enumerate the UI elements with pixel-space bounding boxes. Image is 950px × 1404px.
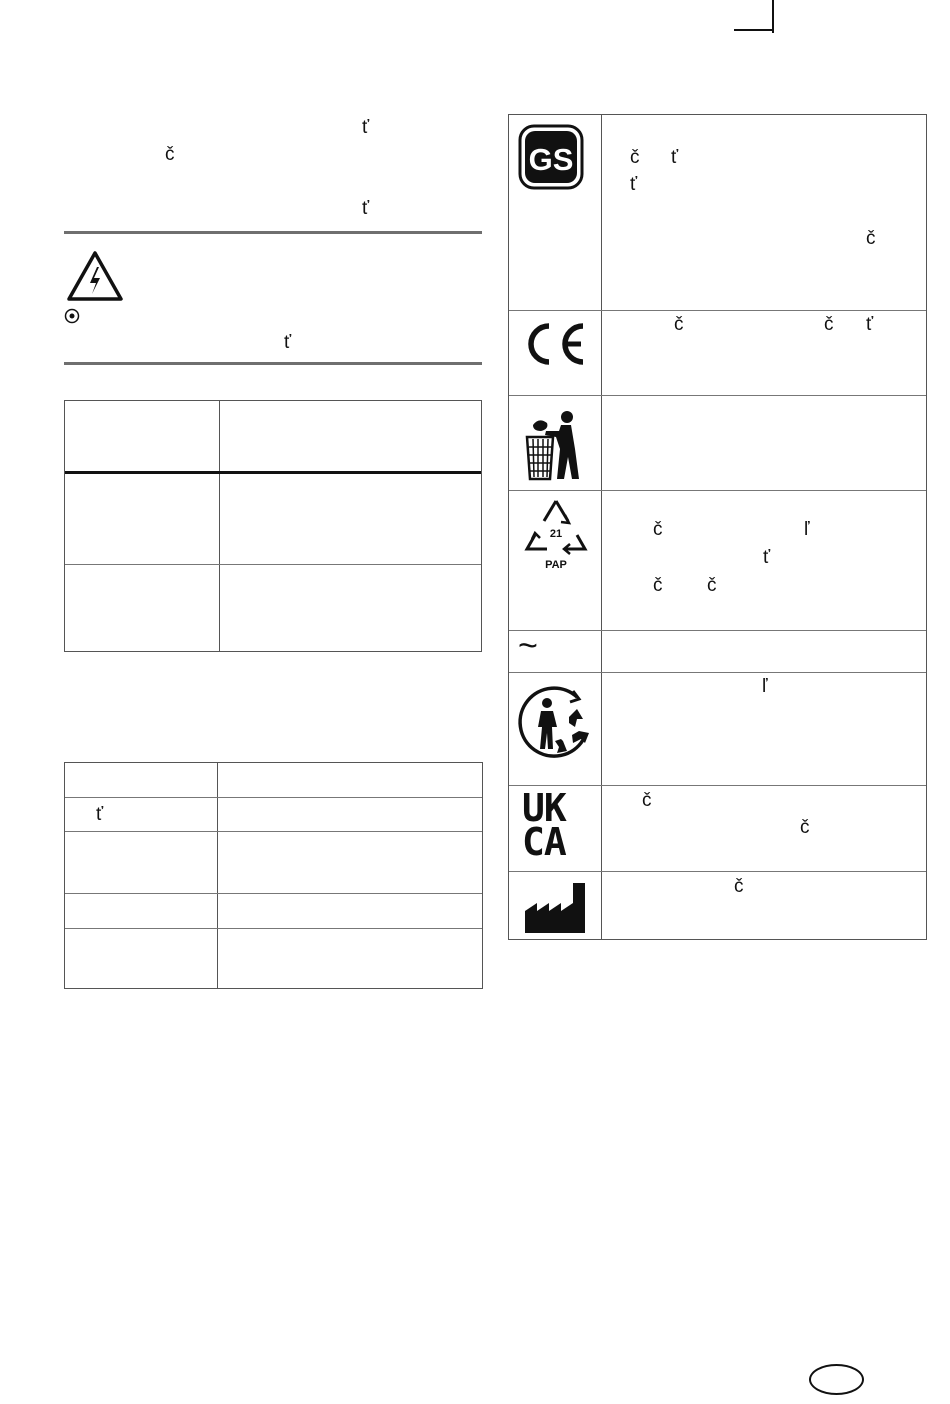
symbols-row-rule-2 <box>509 395 926 396</box>
table-1-header-rule <box>65 471 481 474</box>
symbols-row-rule-4 <box>509 630 926 631</box>
intro-glyph-1: ť <box>362 117 370 138</box>
table-1-row-rule <box>65 564 481 565</box>
page-number-badge <box>809 1364 864 1395</box>
symbols-row-rule-1 <box>509 310 926 311</box>
gs-glyph-3: ť <box>630 174 638 195</box>
table-2-row-rule-2 <box>65 831 482 832</box>
warning-bottom-rule <box>64 362 482 365</box>
table-2-glyph: ť <box>96 804 104 825</box>
ukca-bottom: CA <box>522 820 566 864</box>
triman-icon <box>517 685 593 761</box>
ce-glyph-1: č <box>674 314 684 335</box>
warning-glyph-1: ť <box>284 332 292 353</box>
ce-glyph-3: ť <box>866 314 874 335</box>
pap-glyph-3: ť <box>763 547 771 568</box>
ukca-glyph-1: č <box>642 790 652 811</box>
pap-glyph-2: ľ <box>804 519 810 540</box>
ukca-mark <box>522 786 588 864</box>
table-1 <box>64 400 482 652</box>
manufacturer-factory-icon <box>523 881 587 933</box>
table-2-row-rule-3 <box>65 893 482 894</box>
table-2-row-rule-4 <box>65 928 482 929</box>
symbols-row-rule-3 <box>509 490 926 491</box>
recycling-label: PAP <box>545 559 567 571</box>
recycling-pap-icon <box>521 497 591 571</box>
warning-top-rule <box>64 231 482 234</box>
intro-glyph-2: č <box>165 144 175 165</box>
triman-glyph-1: ľ <box>762 676 768 697</box>
symbols-table-divider <box>601 115 602 939</box>
info-point-icon <box>64 308 80 324</box>
intro-glyph-3: ť <box>362 198 370 219</box>
symbols-table <box>508 114 927 940</box>
crop-mark-horizontal <box>734 29 774 31</box>
pap-glyph-1: č <box>653 519 663 540</box>
table-2-row-rule-1 <box>65 797 482 798</box>
tidyman-disposal-icon <box>523 407 583 482</box>
ce-mark-icon <box>521 320 587 368</box>
ukca-glyph-2: č <box>800 817 810 838</box>
table-2 <box>64 762 483 989</box>
ce-glyph-2: č <box>824 314 834 335</box>
gs-glyph-4: č <box>866 228 876 249</box>
symbols-row-rule-5 <box>509 672 926 673</box>
alternating-current-symbol: ~ <box>518 627 538 665</box>
ukca-top: UK <box>522 786 566 830</box>
table-1-divider <box>219 401 220 651</box>
pap-glyph-5: č <box>707 575 717 596</box>
gs-tested-safety-icon <box>518 124 584 190</box>
symbols-row-rule-6 <box>509 785 926 786</box>
svg-text:GS: GS <box>528 142 574 177</box>
manufacturer-glyph-1: č <box>734 876 744 897</box>
electric-hazard-warning-icon <box>66 250 124 302</box>
pap-glyph-4: č <box>653 575 663 596</box>
symbols-row-rule-7 <box>509 871 926 872</box>
gs-glyph-2: ť <box>671 147 679 168</box>
recycling-code: 21 <box>549 528 563 540</box>
gs-glyph-1: č <box>630 147 640 168</box>
